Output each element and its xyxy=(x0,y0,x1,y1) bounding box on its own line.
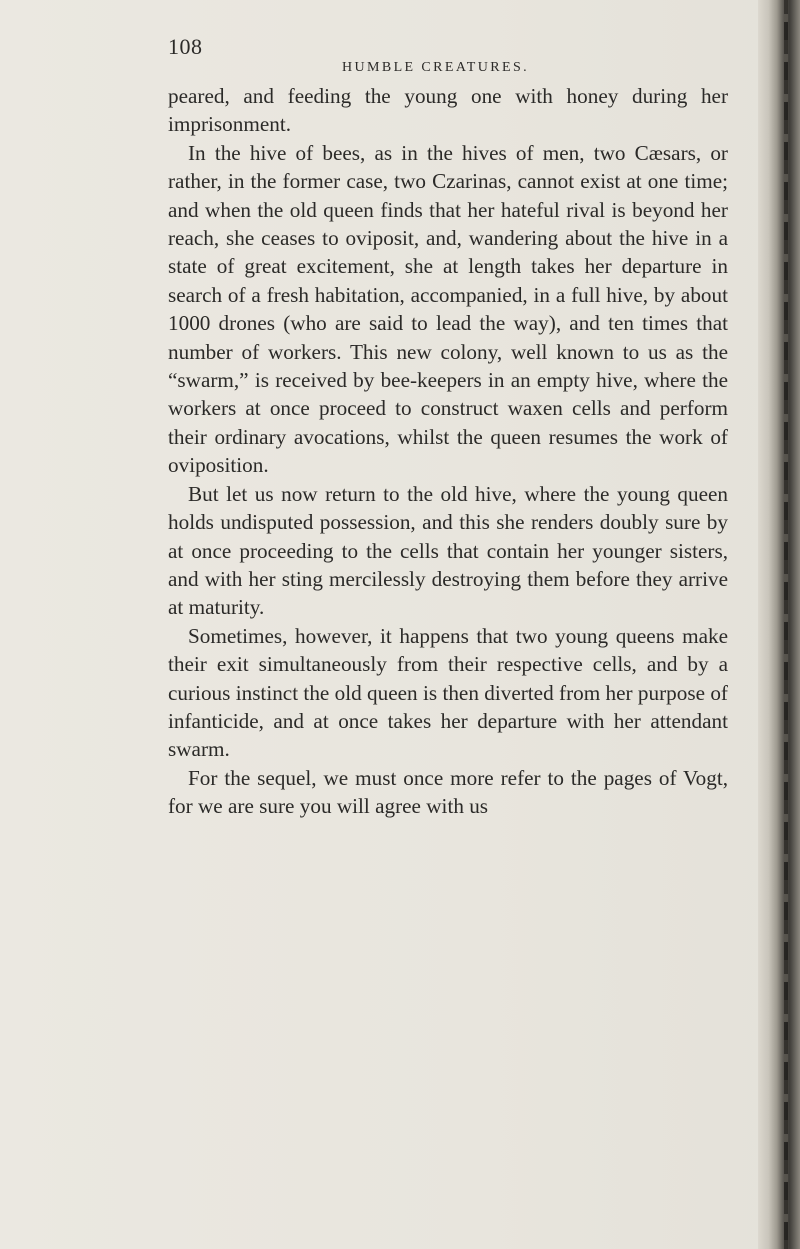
paragraph-continued: peared, and feeding the young one with honey during her imprisonment. xyxy=(168,84,728,137)
page-number: 108 xyxy=(168,34,203,59)
paragraph: In the hive of bees, as in the hives of men, two Cæsars, or rather, in the former case, two Czarinas, cannot exist at one time; and when the old queen finds that her hateful rival is beyond her reach, she ceases to oviposit, and, wandering about the hive in a state of great excitement, she at length takes her departure in search of a fresh habitation, accompanied, in a full hive, by about 1000 drones (who are said to lead the way), and ten times that number of workers. This new colony, well known to us as the “swarm,” is received by bee-keepers in an empty hive, where the workers at once proceed to construct waxen cells and perform their ordinary avocations, whilst the queen resumes the work of oviposition. xyxy=(168,140,728,478)
running-head: HUMBLE CREATURES. xyxy=(342,60,530,75)
paragraph: For the sequel, we must once more refer to the pages of Vogt, for we are sure you will agree with us xyxy=(168,765,728,819)
paragraph: Sometimes, however, it happens that two young queens make their exit simultaneously from their respective cells, and by a curious instinct the old queen is then diverted from her purpose of infanticide, and at once takes her departure with her attendant swarm. xyxy=(168,623,728,762)
book-gutter-shadow xyxy=(758,0,800,1249)
book-binding-edge xyxy=(784,0,788,1249)
body-text xyxy=(168,82,728,821)
paragraph: But let us now return to the old hive, where the young queen holds undisputed possession, and this she renders doubly sure by at once proceeding to the cells that contain her younger sisters, and with her sting mercilessly destroying them before they arrive at maturity. xyxy=(168,481,728,620)
